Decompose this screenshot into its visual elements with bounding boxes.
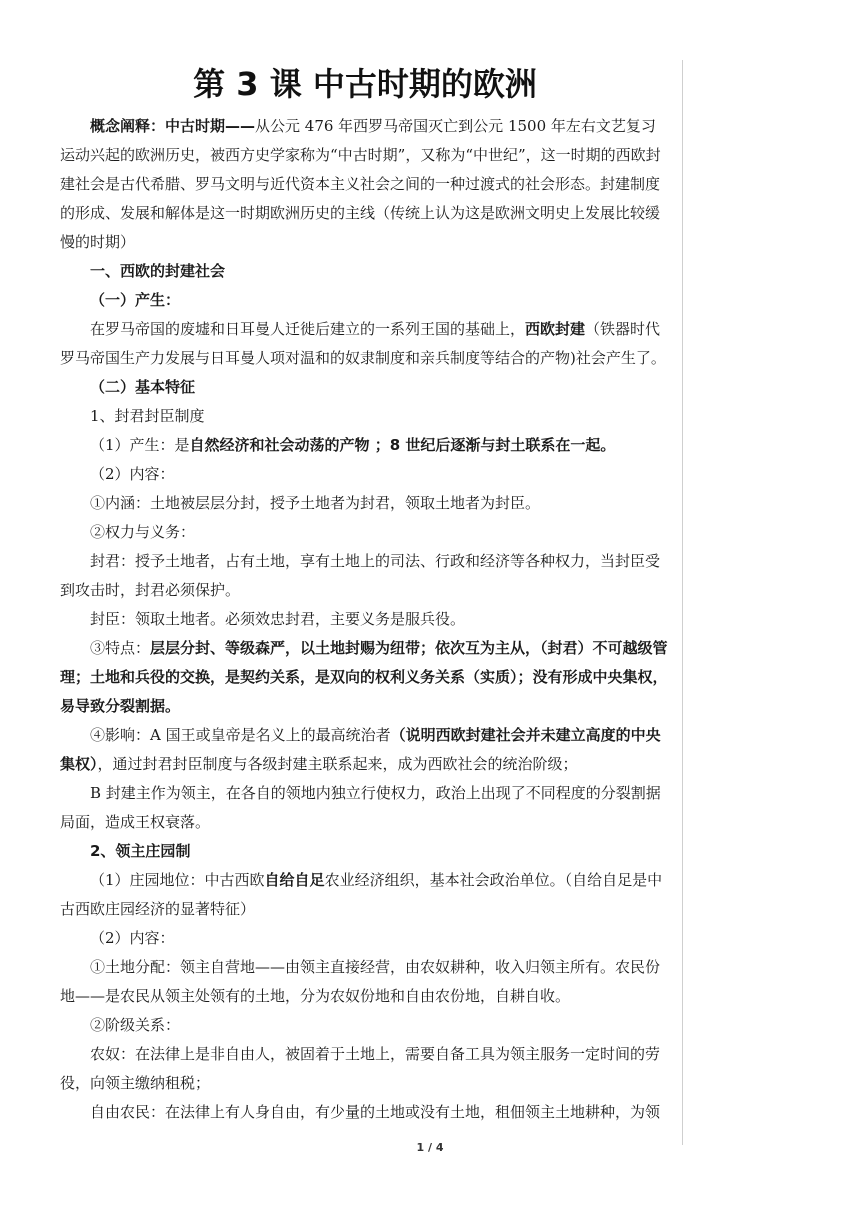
produce-label: （1）产生：是	[90, 436, 190, 454]
subheading-feudal-lord-vassal: 1、封君封臣制度	[90, 407, 205, 425]
impact-b-paragraph: B 封建主作为领主，在各自的领地内独立行使权力，政治上出现了不同程度的分裂割据局面，造成王权衰落。	[60, 784, 661, 831]
manor-status-bold: 自给自足	[264, 871, 325, 889]
origin-paragraph	[60, 315, 670, 373]
concept-text: 从公元 476 年西罗马帝国灭亡到公元 1500 年左右文艺复习运动兴起的欧洲历史，被西方史学家称为“中古时期”，又称为“中世纪”，这一时期的西欧封建社会是古代希腊、罗马文明与近代资本主义社会之间的一种过渡式的社会形态。封建制度的形成、发展和解体是这一时期欧洲历史的主线（传统上认为这是欧洲文明史上发展比较缓慢的时期）	[60, 117, 661, 251]
produce-paragraph	[60, 431, 670, 460]
manor-status-paragraph	[60, 866, 670, 924]
manor-status-after: 农业经济组织，基本社会政治单位。（自给自足是中古西欧庄园经济的显著特征）	[60, 871, 663, 918]
document-title: 第 3 课 中古时期的欧洲	[193, 65, 537, 103]
heading-features: （二）基本特征	[90, 378, 196, 396]
free-peasant-paragraph: 自由农民：在法律上有人身自由，有少量的土地或没有土地，租佃领主土地耕种，为领	[90, 1103, 661, 1121]
section-heading-feudal-society: 一、西欧的封建社会	[90, 262, 226, 280]
origin-text-before: 在罗马帝国的废墟和日耳曼人迁徙后建立的一系列王国的基础上，	[90, 320, 526, 338]
page-margin-rule	[682, 60, 683, 1145]
document-body	[60, 112, 670, 1127]
concept-label: 概念阐释：中古时期——	[90, 117, 256, 135]
content-label: （2）内容：	[90, 465, 175, 483]
impact-a-before: ④影响：A 国王或皇帝是名义上的最高统治者	[90, 726, 391, 744]
rights-heading: ②权力与义务：	[90, 523, 196, 541]
manor-content-label: （2）内容：	[90, 929, 175, 947]
lord-paragraph: 封君：授予土地者，占有土地，享有土地上的司法、行政和经济等各种权力，当封臣受到攻击时，封君必须保护。	[60, 552, 661, 599]
heading-origin: （一）产生：	[90, 291, 181, 309]
impact-a-after: ，通过封君封臣制度与各级封建主联系起来，成为西欧社会的统治阶级；	[97, 755, 578, 773]
concept-paragraph	[60, 112, 670, 257]
vassal-paragraph: 封臣：领取土地者。必须效忠封君，主要义务是服兵役。	[90, 610, 466, 628]
origin-bold: 西欧封建	[525, 320, 586, 338]
traits-bold: 层层分封、等级森严，以土地封赐为纽带；依次互为主从，（封君）不可越级管理；土地和兵役的交换，是契约关系，是双向的权利义务关系（实质）；没有形成中央集权，易导致分裂割据。	[60, 639, 668, 715]
produce-bold: 自然经济和社会动荡的产物 ；8 世纪后逐渐与封土联系在一起。	[189, 436, 616, 454]
impact-a-paragraph	[60, 721, 670, 779]
connotation-paragraph: ①内涵：土地被层层分封，授予土地者为封君，领取土地者为封臣。	[90, 494, 541, 512]
traits-label: ③特点：	[90, 639, 151, 657]
impact-a-bold: （说明西欧封建社会并未建立高度的中央集权）	[60, 726, 661, 773]
class-relations-heading: ②阶级关系：	[90, 1016, 181, 1034]
origin-text-after: （铁器时代罗马帝国生产力发展与日耳曼人项对温和的奴隶制度和亲兵制度等结合的产物)社会产生了。	[60, 320, 666, 367]
land-distribution-paragraph: ①土地分配：领主自营地——由领主直接经营，由农奴耕种，收入归领主所有。农民份地——是农民从领主处领有的土地，分为农奴份地和自由农份地，自耕自收。	[60, 958, 661, 1005]
traits-paragraph	[60, 634, 670, 721]
page-number: 1 / 4	[416, 1141, 444, 1154]
serf-paragraph: 农奴：在法律上是非自由人，被固着于土地上，需要自备工具为领主服务一定时间的劳役，向领主缴纳租税；	[60, 1045, 661, 1092]
heading-manor-system: 2、领主庄园制	[90, 842, 191, 860]
manor-status-before: （1）庄园地位：中古西欧	[90, 871, 265, 889]
